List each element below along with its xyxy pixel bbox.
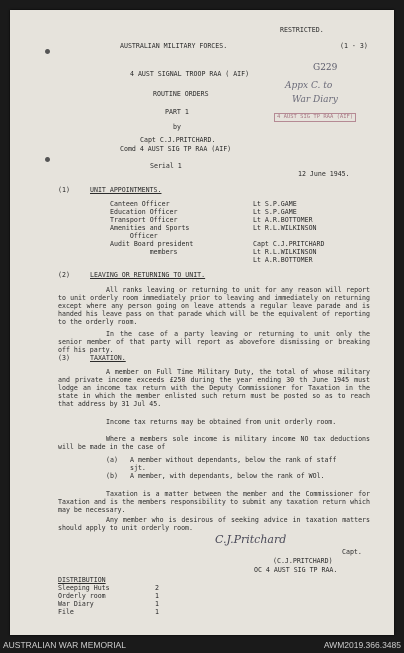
handwritten-signature: C.J.Pritchard bbox=[215, 533, 287, 546]
section3-paragraph-5: Any member who is desirous of seeking advice in taxation matters should apply to unit orderly room. bbox=[58, 516, 370, 532]
by-label: by bbox=[173, 123, 181, 131]
clause-a-text-cont: sjt. bbox=[130, 464, 146, 472]
section3-number: (3) bbox=[58, 354, 70, 362]
appointment-role: Audit Board president bbox=[110, 240, 194, 248]
clause-b-label: (b) bbox=[106, 472, 118, 480]
clause-a-text: A member without dependants, below the rank of staff bbox=[130, 456, 337, 464]
appointment-role: Officer bbox=[110, 232, 158, 240]
distribution-count: 2 bbox=[155, 584, 159, 592]
appointment-name: Lt R.L.WILKINSON bbox=[253, 224, 317, 232]
org-title: AUSTRALIAN MILITARY FORCES. bbox=[120, 42, 228, 50]
appointment-role: Amenities and Sports bbox=[110, 224, 190, 232]
date-label: 12 June 1945. bbox=[298, 170, 350, 178]
distribution-count: 1 bbox=[155, 600, 159, 608]
ref-number: G229 bbox=[313, 63, 338, 73]
section1-title: UNIT APPOINTMENTS. bbox=[90, 186, 162, 194]
appointment-role: Transport Officer bbox=[110, 216, 178, 224]
section2-paragraph-1: All ranks leaving or returning to unit for any reason will report to unit orderly room immediately prior to leaving and immediately on returning except where any person going on leave attends a regular leave parade and is handed his leave pass on that parade which will be the equivalent of reporting to the orderly room. bbox=[58, 286, 370, 326]
section2-number: (2) bbox=[58, 271, 70, 279]
section2-title: LEAVING OR RETURNING TO UNIT. bbox=[90, 271, 206, 279]
appointment-name: Lt R.L.WILKINSON bbox=[253, 248, 317, 256]
restricted-label: RESTRICTED. bbox=[280, 26, 324, 34]
section2-paragraph-2: In the case of a party leaving or returning to unit only the senior member of that party will report as abovefore dismissing or breaking off his party. bbox=[58, 330, 370, 354]
section1-number: (1) bbox=[58, 186, 70, 194]
section3-paragraph-3: Where a members sole income is military income NO tax deductions will be made in the case of bbox=[58, 435, 370, 451]
clause-b-text: A member, with dependants, below the rank of WOl. bbox=[130, 472, 325, 480]
appointment-name: Capt C.J.PRITCHARD bbox=[253, 240, 325, 248]
distribution-item: Orderly room bbox=[58, 592, 106, 600]
punch-hole-bottom bbox=[45, 157, 50, 162]
punch-hole-top bbox=[45, 49, 50, 54]
archive-footer bbox=[0, 638, 404, 653]
section3-title: TAXATION. bbox=[90, 354, 126, 362]
distribution-count: 1 bbox=[155, 592, 159, 600]
signature-name: (C.J.PRITCHARD) bbox=[273, 557, 333, 565]
signature-role: OC 4 AUST SIG TP RAA. bbox=[254, 566, 338, 574]
unit-title: 4 AUST SIGNAL TROOP RAA ( AIF) bbox=[130, 70, 250, 78]
distribution-count: 1 bbox=[155, 608, 159, 616]
distribution-title: DISTRIBUTION bbox=[58, 576, 106, 584]
footer-catalogue-id: AWM2019.366.3485 bbox=[323, 640, 401, 650]
appointment-role: Education Officer bbox=[110, 208, 178, 216]
part-label: PART 1 bbox=[165, 108, 189, 116]
appointment-name: Lt S.P.GAME bbox=[253, 208, 297, 216]
appointment-role: members bbox=[110, 248, 178, 256]
distribution-item: War Diary bbox=[58, 600, 94, 608]
serial-label: Serial 1 bbox=[150, 162, 182, 170]
distribution-item: File bbox=[58, 608, 74, 616]
appointment-name: Lt A.R.BOTTOMER bbox=[253, 216, 313, 224]
footer-institution: AUSTRALIAN WAR MEMORIAL bbox=[3, 640, 126, 650]
unit-stamp: 4 AUST SIG TP RAA (AIF) bbox=[274, 113, 356, 122]
doc-type: ROUTINE ORDERS bbox=[153, 90, 209, 98]
author-role: Comd 4 AUST SIG TP RAA (AIF) bbox=[120, 145, 232, 153]
distribution-item: Sleeping Huts bbox=[58, 584, 110, 592]
author-name: Capt C.J.PRITCHARD. bbox=[140, 136, 216, 144]
handwritten-note-1: Appx C. to bbox=[285, 81, 333, 91]
clause-a-label: (a) bbox=[106, 456, 118, 464]
page-range: (1 - 3) bbox=[340, 42, 368, 50]
section3-paragraph-1: A member on Full Time Military Duty, the total of whose military and private income exceeds £250 during the year ending 30 th June 1945 must lodge an income tax return with the Deputy Commissioner for Taxation in the state in which the member enlisted such return must be posted so as to reach that address by 31 Jul 45. bbox=[58, 368, 370, 408]
section3-paragraph-2: Income tax returns may be obtained from unit orderly room. bbox=[106, 418, 337, 426]
handwritten-note-2: War Diary bbox=[292, 95, 338, 105]
document-page bbox=[10, 10, 394, 635]
appointment-role: Canteen Officer bbox=[110, 200, 170, 208]
appointment-name: Lt A.R.BOTTOMER bbox=[253, 256, 313, 264]
signature-rank: Capt. bbox=[342, 548, 362, 556]
section3-paragraph-4: Taxation is a matter between the member and the Commissioner for Taxation and is the members responsibility to submit any taxation return which may be necessary. bbox=[58, 490, 370, 514]
appointment-name: Lt S.P.GAME bbox=[253, 200, 297, 208]
